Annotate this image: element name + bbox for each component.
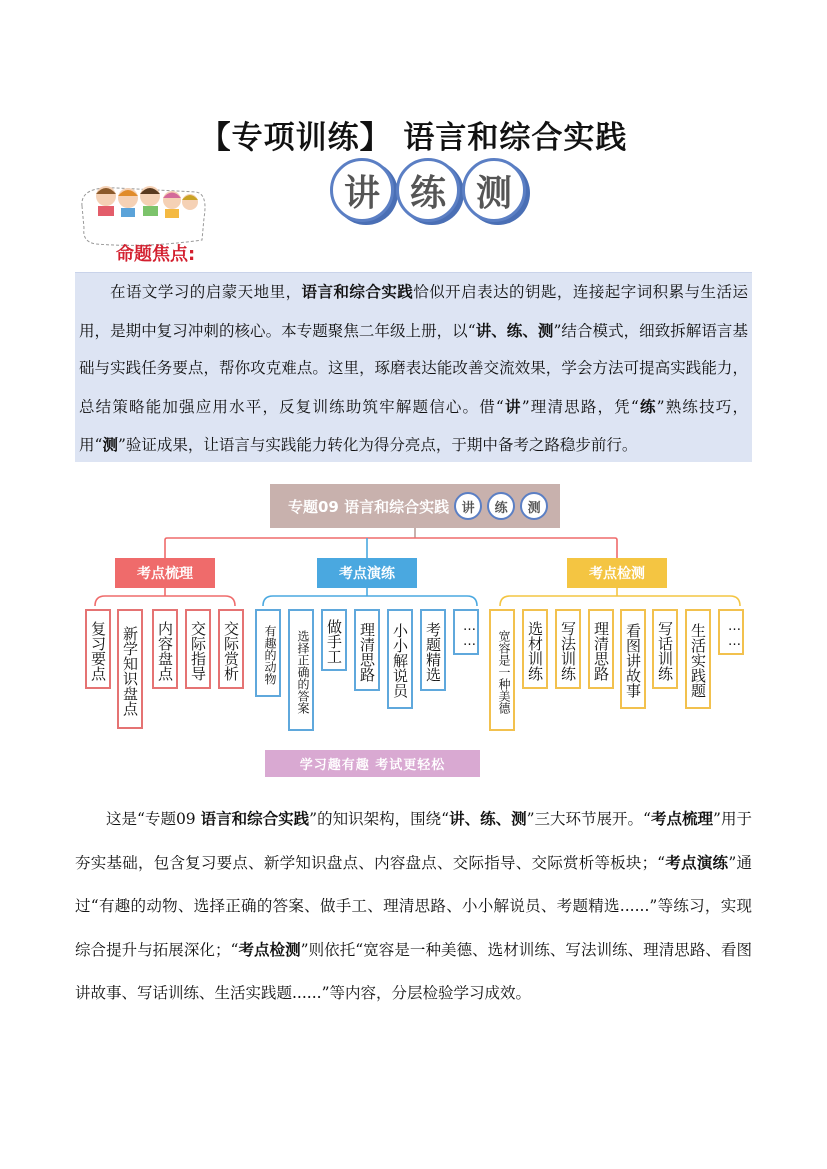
- slogan-banner: 学习趣有趣 考试更轻松: [265, 750, 480, 777]
- summary-text: ”用于夯实基础，包含复习要点、新学知识盘点、内容盘点、交际指导、交际赏析等板块；“: [75, 810, 752, 872]
- category-kaodian-shuli: 考点梳理: [115, 558, 215, 588]
- category-kaodian-jiance: 考点检测: [567, 558, 667, 588]
- item-kaoti-jingxuan: 考题精选: [420, 609, 446, 691]
- item-xiefa-xunlian: 写法训练: [555, 609, 581, 689]
- intro-text: ”熟练技巧，用“: [79, 397, 748, 455]
- summary-text: 这是“专题09: [106, 810, 201, 828]
- summary-bold: 考点检测: [238, 940, 301, 959]
- item-kantu-jiang-gushi: 看图讲故事: [620, 609, 646, 709]
- intro-text: ”验证成果，让语言与实践能力转化为得分亮点，于期中备考之路稳步前行。: [117, 436, 638, 455]
- summary-paragraph: [75, 797, 752, 1015]
- knowledge-diagram: [75, 478, 752, 783]
- item-xuanze-daan: 选择正确的答案: [288, 609, 314, 731]
- item-xiehua-xunlian: 写话训练: [652, 609, 678, 689]
- logo-char-jiang: 讲: [330, 158, 394, 222]
- intro-bold: 讲: [503, 396, 522, 416]
- jiang-lian-ce-logo: [330, 158, 526, 220]
- summary-text: ”通过“有趣的动物、选择正确的答案、做手工、理清思路、小小解说员、考题精选......”等练习，实现综合提升与拓展深化；“: [75, 854, 752, 959]
- title-char-lian: 练: [487, 492, 515, 520]
- item-ellipsis: ……: [718, 609, 744, 655]
- diagram-title-text: 专题09 语言和综合实践: [288, 497, 450, 516]
- intro-bold: 练: [638, 396, 657, 416]
- item-liqing-silu-2: 理清思路: [588, 609, 614, 689]
- children-illustration: [76, 178, 208, 248]
- item-xuancai-xunlian: 选材训练: [522, 609, 548, 689]
- item-jiaoji-shangxi: 交际赏析: [218, 609, 244, 689]
- summary-text: ”则依托“宽容是一种美德、选材训练、写法训练、理清思路、看图讲故事、写话训练、生活实践题......”等内容，分层检验学习成效。: [75, 941, 752, 1002]
- item-liqing-silu: 理清思路: [354, 609, 380, 691]
- item-neirong-pandian: 内容盘点: [152, 609, 178, 689]
- item-xinxue-zhishi: 新学知识盘点: [117, 609, 143, 729]
- intro-text: ”结合模式，细致拆解语言基础与实践任务要点，帮你攻克难点。这里，琢磨表达能改善交流效果，学会方法可提高实践能力，总结策略能加强应用水平，反复训练助筑牢解题信心。借“: [79, 321, 748, 416]
- item-xiaoxiao-jieshuoyuan: 小小解说员: [387, 609, 413, 709]
- intro-paragraph: [75, 272, 752, 462]
- item-jiaoji-zhidao: 交际指导: [185, 609, 211, 689]
- item-zuo-shougong: 做手工: [321, 609, 347, 671]
- focus-label: 命题焦点:: [116, 244, 196, 265]
- summary-bold: 考点梳理: [650, 809, 714, 828]
- page-title: 【专项训练】 语言和综合实践: [199, 120, 628, 156]
- diagram-title: [270, 484, 560, 528]
- title-char-jiang: 讲: [454, 492, 482, 520]
- item-kuanrong-meide: 宽容是一种美德: [489, 609, 515, 731]
- intro-text: ”理清思路，凭“: [521, 397, 639, 416]
- item-youqu-dongwu: 有趣的动物: [255, 609, 281, 697]
- logo-char-lian: 练: [396, 158, 460, 222]
- intro-text: 恰似开启表达的钥匙，连接起字词积累与生活运用，是期中复习冲刺的核心。本专题聚焦二年级上册，以“: [79, 283, 748, 340]
- summary-text: ”三大环节展开。“: [526, 810, 651, 828]
- item-ellipsis: ……: [453, 609, 479, 655]
- summary-bold: 考点演练: [665, 853, 729, 872]
- category-kaodian-yanlian: 考点演练: [317, 558, 417, 588]
- logo-char-ce: 测: [462, 158, 526, 222]
- intro-bold: 测: [102, 435, 118, 455]
- title-char-ce: 测: [520, 492, 548, 520]
- item-shenghuo-shijian: 生活实践题: [685, 609, 711, 709]
- summary-bold: 讲、练、测: [449, 809, 527, 828]
- item-fuxi-yaodian: 复习要点: [85, 609, 111, 689]
- summary-text: ”的知识架构，围绕“: [309, 810, 450, 828]
- intro-text: 在语文学习的启蒙天地里，: [110, 283, 302, 301]
- intro-bold: 讲、练、测: [475, 320, 554, 340]
- summary-bold: 语言和综合实践: [200, 809, 310, 828]
- intro-bold: 语言和综合实践: [301, 282, 414, 301]
